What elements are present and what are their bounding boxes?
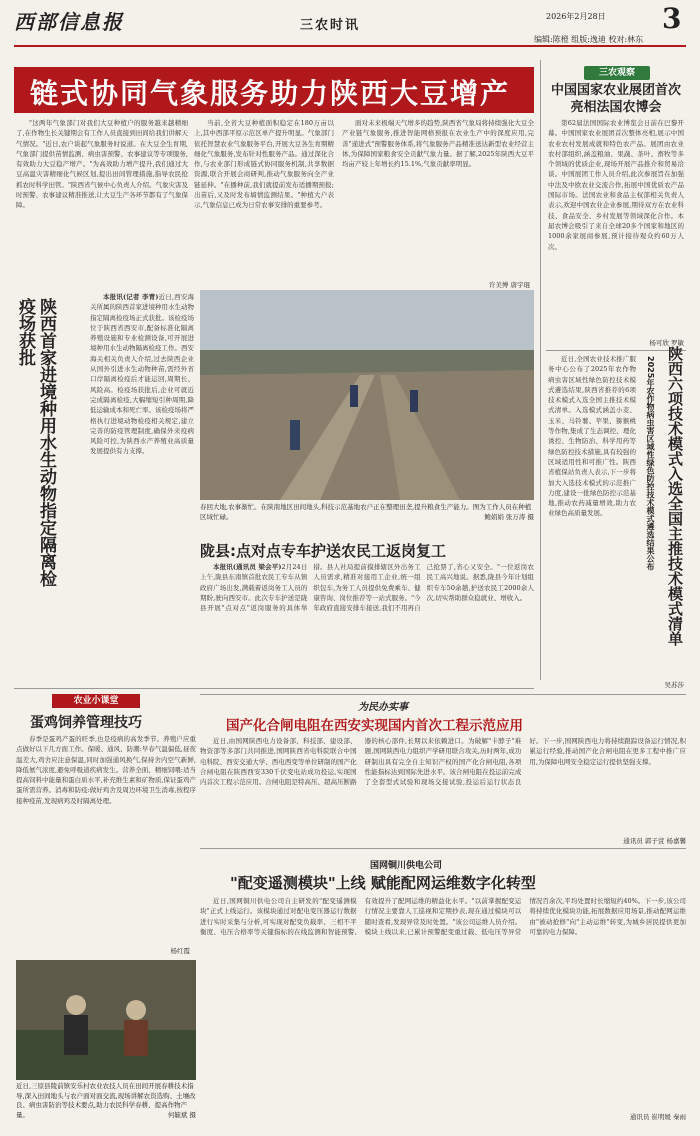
section-title: 三农时讯 bbox=[300, 18, 361, 33]
right-col-1-title: 中国国家农业展团首次亮相法国农博会 bbox=[550, 83, 681, 115]
power-story-title: 国产化合闸电阻在西安实现国内首次工程示范应用 bbox=[226, 718, 523, 734]
page-number: 3 bbox=[662, 2, 682, 35]
masthead-logo: 西部信息报 bbox=[14, 10, 124, 34]
story-b-title: 陕西首家进境种用水生动物指定隔离检疫场获批 bbox=[15, 298, 56, 587]
lead-col-3: 面对未来极端天气增多的趋势,陕西省气象局将持续强化大豆全产业链气象服务,推进智能网格预报在农业生产中的深度应用,完善"递进式"预警服务体系,将气象服务产品精准送达新型农业经营主体,为保障国家粮食安全贡献气象力量。据了解,2025年陕西大豆平均亩产较上年增长约15.1%,气象贡献率明显。 bbox=[342, 119, 534, 169]
bottom-photo bbox=[16, 960, 196, 1080]
power-story-body: 近日,由国网陕西电力设备部、科技部、建设部、物资部等多部门共同推进,国网陕西省电科院联合中国电科院、西安交通大学、西电西变等单位研制的国产化合闸电阻在陕西西安330千伏变电站成功投运,实现国内首次工程示范应用。合闸电阻是特高压、超高压断路器的核心部件,长期以来依赖进口。为破解"卡脖子"难题,国网陕西电力组织产学研用联合攻关,历时两年,成功研制出具有完全自主知识产权的国产化合闸电阻,各项性能指标达到国际先进水平。该合闸电阻在投运前完成了全套型式试验和现场交接试验,投运后运行状态良好。下一步,国网陕西电力将持续跟踪设备运行情况,积累运行经验,推动国产化合闸电阻在更多工程中推广应用,为保障电网安全稳定运行提供坚强支撑。 bbox=[200, 737, 686, 787]
right-col-2-title: 陕西六项技术模式入选全国主推技术模式清单 bbox=[666, 346, 684, 646]
small-class-body: 春季是蛋鸡产蛋的旺季,也是疫病的高发季节。养殖户应重点做好以下几方面工作。保暖、通风、防潮:早春气温偏低,昼夜温差大,鸡舍应注意保温,同时加强通风换气,保持舍内空气新鲜,降低氨气浓度,避免呼吸道疾病发生。营养全面、精细饲喂:适当提高饲料中能量和蛋白质水平,补充维生素和矿物质,保证蛋鸡产蛋所需营养。消毒和防疫:做好鸡舍及周边环境卫生消毒,按程序接种疫苗,发现病鸡及时隔离处理。 bbox=[16, 735, 196, 805]
masthead-rule bbox=[14, 45, 686, 47]
tongchuan-kicker: 国网铜川供电公司 bbox=[370, 861, 443, 871]
tech-guidance-image bbox=[16, 960, 196, 1080]
issue-date: 2026年2月28日 bbox=[546, 12, 606, 21]
story-c-title: 陇县:点对点专车护送农民工返岗复工 bbox=[200, 542, 447, 560]
editor-credits: 编辑:陈橙 组版:逸迪 校对:林东 bbox=[534, 35, 644, 44]
lead-col-1: "这两年气象部门对我们大豆种植户的服务越来越精细了,在作物生长关键期会有工作人员直接到田间给我们讲解天气情况。"近日,农户谈起气象服务时说道。在大豆全生育期,气象部门提供苗情监测、病虫害预警、农事建议等专项服务,有效助力大豆稳产增产。"为高效助力增产提升,我们通过大豆高温灾害精细化气候区划,提出田间管理措施,指导农民抢抓农时科学田管。"陕西省气候中心负责人介绍。气象灾害及时预警、农事建议精准推送,让大豆生产各环节都有了气象保障。 bbox=[16, 119, 188, 210]
divider bbox=[200, 848, 686, 849]
tongchuan-byline: 通讯员 崔明媛 秦雨 bbox=[629, 1113, 686, 1121]
divider bbox=[546, 350, 686, 351]
small-class-tag: 农业小课堂 bbox=[52, 694, 140, 708]
farm-field-image bbox=[200, 290, 534, 500]
small-class-title: 蛋鸡饲养管理技巧 bbox=[30, 715, 142, 731]
right-col-2-subtitle: 2025年农作物病虫害区域性绿色防控技术模式遴选结果公布 bbox=[646, 356, 655, 571]
right-col-2-body: 近日,全国农业技术推广服务中心公布了2025年农作物病虫害区域性绿色防控技术模式遴选结果,陕西省推荐的6项技术模式入选全国主推技术模式清单。入选模式涵盖小麦、玉米、马铃薯、苹果、猕猴桃等作物,集成了生态调控、理化诱控、生物防治、科学用药等绿色防控技术措施,具有较强的区域适用性和可推广性。陕西省植保站负责人表示,下一步将加大入选技术模式的示范推广力度,建设一批绿色防控示范基地,推动农药减量增效,助力农业绿色高质量发展。 bbox=[548, 355, 636, 518]
farm-photo bbox=[200, 290, 534, 500]
right-col-2-byline: 吴苏莎 bbox=[664, 681, 684, 689]
bottom-photo-caption: 近日,三原县陵前镇安乐村农业农技人员在田间开展春耕技术指导,深入田间地头与农户面对面交流,现场讲解农资选购、土壤改良、病虫害防治等技术要点,助力农民科学春耕、提高作物产量。 何毓斌 摄 bbox=[16, 1082, 196, 1119]
right-col-1-byline: 杨可欣 罗敏 bbox=[649, 339, 684, 347]
divider bbox=[14, 688, 534, 689]
column-divider bbox=[540, 60, 541, 680]
lead-byline: 许美博 唐宇琨 bbox=[488, 281, 530, 289]
divider bbox=[200, 694, 686, 695]
lead-headline: 链式协同气象服务助力陕西大豆增产 bbox=[30, 77, 511, 110]
lead-col-2: 当前,全省大豆种植面积稳定在180万亩以上,其中西部平原示范区单产提升明显。气象部门依托智慧农业气象服务平台,开展大豆各生育期精细化气象服务,发布针对性服务产品。通过深化合作,与农业部门形成链式协同服务机制,共享数据资源,联合开展会商研判,推动气象服务向全产业链延伸。"在播种前,我们就提前发布适播期预报;出苗后,又及时发布墒情监测结果。"种植大户表示,气象信息已成为日常农事安排的重要参考。 bbox=[194, 119, 334, 210]
story-b-body: 本报讯(记者 李青)近日,西安海关所属的陕西首家进境种用水生动物指定隔离检疫场正式获批。该检疫场位于陕西省西安市,配备标准化隔离养殖设施和专业检测设备,可开展进境种用水生动物隔离检疫工作。西安海关相关负责人介绍,过去陕西企业从国外引进水生动物种苗,需经外省口岸隔离检疫后才能运回,周期长、风险高。检疫场获批后,企业可就近完成隔离检疫,大幅缩短引种周期,降低运输成本和死亡率。该检疫场将严格执行进境动物检疫相关规定,建立完善的防疫管理制度,确保外来疫病风险可控,为陕西水产养殖业高质量发展提供有力支撑。 bbox=[90, 293, 194, 456]
power-story-byline: 通讯员 郭子萱 杨嘉馨 bbox=[623, 837, 686, 845]
farm-photo-caption: 春回大地,农事渐忙。在陕南地区田间地头,科技示范基地农户正在整理田垄,提升粮食生产能力。图为工作人员在种植区域忙碌。 鲍娟娟 张万涛 摄 bbox=[200, 503, 534, 521]
power-story-label: 为民办实事 bbox=[358, 702, 408, 713]
tongchuan-body: 近日,国网铜川供电公司自主研发的"配变遥测模块"正式上线运行。该模块通过对配电变压器运行数据进行实时采集与分析,可实现对配变负载率、三相不平衡度、电压合格率等关键指标的在线监测和智能预警,有效提升了配网运维的精益化水平。"以前掌握配变运行情况主要靠人工巡视和定期抄表,现在通过模块可以随时查看,发现异常及时处置。"该公司运维人员介绍。模块上线以来,已累计预警配变重过载、低电压等异常情况百余次,平均处置时长缩短约40%。下一步,该公司将持续优化模块功能,拓展数据应用场景,推动配网运维由"被动抢修"向"主动运维"转变,为城乡居民提供更加可靠的电力保障。 bbox=[200, 897, 686, 936]
small-class-byline: 杨红霞 bbox=[170, 947, 190, 955]
tongchuan-title: "配变遥测模块"上线 赋能配网运维数字化转型 bbox=[230, 874, 536, 892]
right-col-1-body: 第62届法国国际农业博览会日前在巴黎开幕。中国国家农业展团首次整体亮相,展示中国农业农村发展成就和特色农产品。展团由农业农村部组织,涵盖粮油、果蔬、茶叶、畜牧等多个领域的优质企业,现场开展产品推介和贸易洽谈。中国展团工作人员介绍,此次参展旨在加强中法及中欧农业交流合作,拓展中国优质农产品国际市场。法国农业和食品主权部相关负责人表示,欢迎中国农业企业参展,期待双方在农业科技、食品安全、乡村发展等领域深化合作。本届农博会吸引了来自全球20多个国家和地区的1000余家展商参展,预计接待观众约60万人次。 bbox=[548, 119, 684, 251]
right-col-tag: 三农观察 bbox=[584, 66, 650, 80]
story-c-body: 本报讯(通讯员 梁会平)2月24日上午,陇县东南镇首批农民工专车从镇政府广场出发,满载着返岗务工人员的期盼,驶向西安市。此次专车护送是陇县开展"点对点"返岗服务的具体举措。县人社局提前摸排辖区外出务工人员需求,精准对接用工企业,统一组织包车,为务工人员提供免费乘车、健康咨询、岗位推荐等一站式服务。"今年政府直接安排车接送,我们不用再自己抢票了,省心又安全。"一位返岗农民工高兴地说。据悉,陇县今年计划组织专车50余趟,护送农民工2000余人次,切实帮助群众稳就业、增收入。 bbox=[200, 563, 534, 613]
